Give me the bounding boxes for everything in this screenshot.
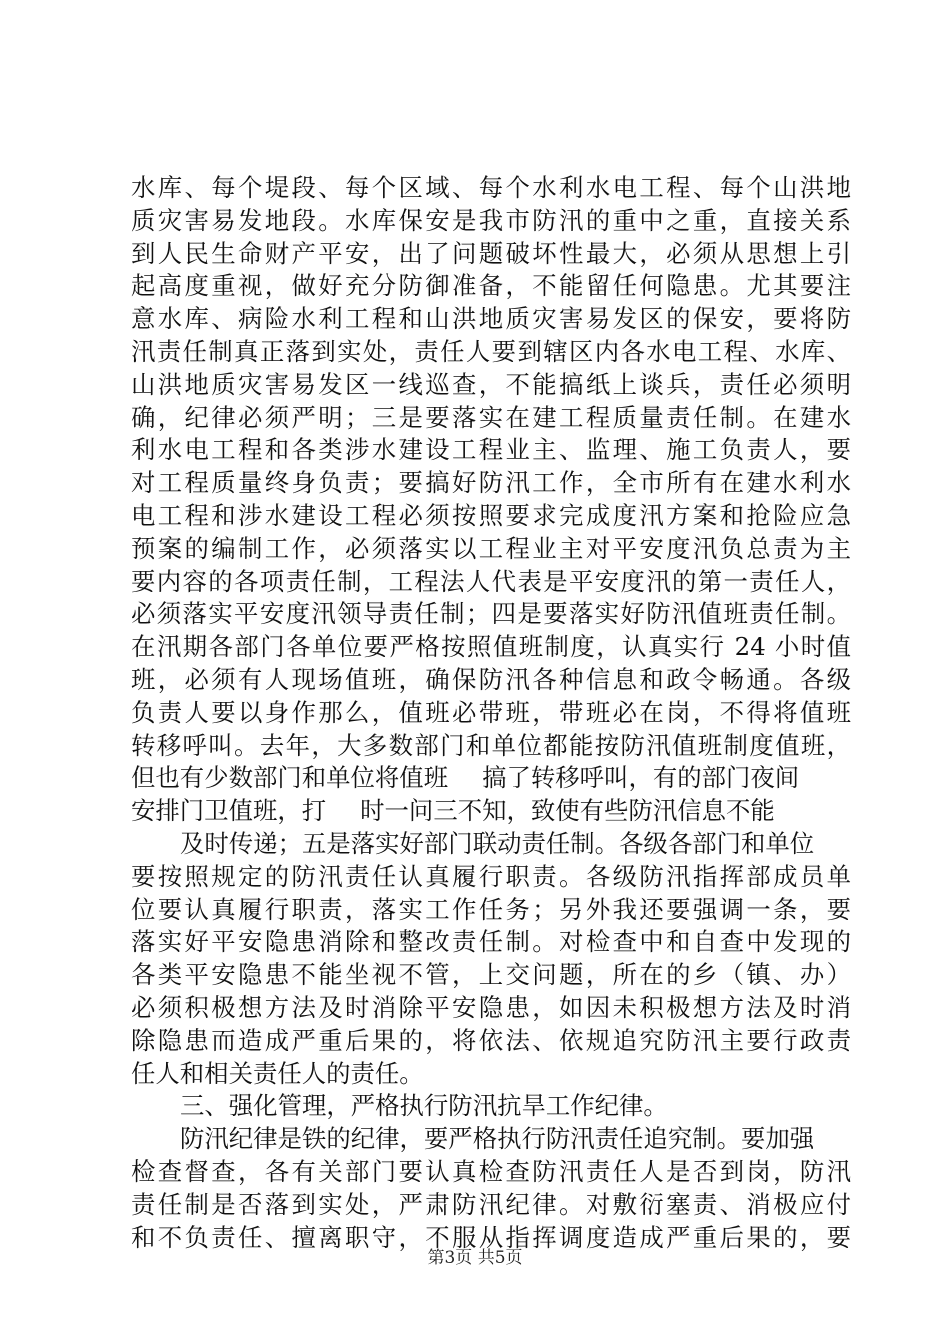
text-fragment: 搞了转移呼叫，有的部门夜间 — [482, 763, 800, 793]
text-line: 检查督查，各有关部门要认真检查防汛责任人是否到岗，防汛 — [131, 1156, 851, 1186]
text-line: 山洪地质灾害易发区一线巡查，不能搞纸上谈兵，责任必须明 — [131, 369, 851, 399]
text-line: 意水库、病险水利工程和山洪地质灾害易发区的保安，要将防 — [131, 304, 851, 334]
text-line: 班，必须有人现场值班，确保防汛各种信息和政令畅通。各级 — [131, 664, 851, 694]
text-line: 位要认真履行职责，落实工作任务；另外我还要强调一条，要 — [131, 894, 851, 924]
text-line: 质灾害易发地段。水库保安是我市防汛的重中之重，直接关系 — [131, 205, 851, 235]
text-line: 预案的编制工作，必须落实以工程业主对平安度汛负总责为主 — [131, 533, 851, 563]
text-fragment: 时一问三不知，致使有些防汛信息不能 — [360, 796, 775, 826]
body-text — [131, 172, 851, 1254]
text-line: 到人民生命财产平安，出了问题破坏性最大，必须从思想上引 — [131, 238, 851, 268]
text-line: 在汛期各部门各单位要严格按照值班制度，认真实行 24 小时值 — [131, 632, 851, 662]
text-line: 起高度重视，做好充分防御准备，不能留任何隐患。尤其要注 — [131, 271, 851, 301]
text-line: 要按照规定的防汛责任认真履行职责。各级防汛指挥部成员单 — [131, 861, 851, 891]
text-line: 责任制是否落到实处，严肃防汛纪律。对敷衍塞责、消极应付 — [131, 1189, 851, 1219]
page-footer: 第3页 共5页 — [427, 1248, 523, 1268]
section-heading: 三、强化管理，严格执行防汛抗旱工作纪律。 — [180, 1091, 668, 1121]
text-line: 防汛纪律是铁的纪律，要严格执行防汛责任追究制。要加强 — [180, 1124, 815, 1154]
text-line — [131, 762, 851, 795]
text-line — [131, 795, 851, 828]
text-line: 对工程质量终身负责；要搞好防汛工作，全市所有在建水利水 — [131, 468, 851, 498]
text-line: 利水电工程和各类涉水建设工程业主、监理、施工负责人，要 — [131, 435, 851, 465]
text-line: 汛责任制真正落到实处，责任人要到辖区内各水电工程、水库、 — [131, 336, 851, 366]
text-line: 必须落实平安度汛领导责任制；四是要落实好防汛值班责任制。 — [131, 599, 851, 629]
text-fragment: 但也有少数部门和单位将值班 — [131, 763, 449, 793]
text-line: 各类平安隐患不能坐视不管，上交问题，所在的乡（镇、办） — [131, 960, 851, 990]
text-line: 要内容的各项责任制，工程法人代表是平安度汛的第一责任人， — [131, 566, 851, 596]
text-line: 负责人要以身作那么，值班必带班，带班必在岗，不得将值班 — [131, 697, 851, 727]
text-line: 及时传递；五是落实好部门联动责任制。各级各部门和单位 — [180, 828, 815, 858]
text-line: 水库、每个堤段、每个区域、每个水利水电工程、每个山洪地 — [131, 173, 851, 202]
text-line: 落实好平安隐患消除和整改责任制。对检查中和自查中发现的 — [131, 927, 851, 957]
text-line: 转移呼叫。去年，大多数部门和单位都能按防汛值班制度值班， — [131, 730, 851, 760]
text-line: 除隐患而造成严重后果的，将依法、依规追究防汛主要行政责 — [131, 1025, 851, 1055]
text-fragment: 安排门卫值班，打 — [131, 796, 327, 826]
text-line: 必须积极想方法及时消除平安隐患，如因未积极想方法及时消 — [131, 992, 851, 1022]
text-line: 和不负责任、擅离职守，不服从指挥调度造成严重后果的，要 — [131, 1222, 851, 1252]
text-line: 确，纪律必须严明；三是要落实在建工程质量责任制。在建水 — [131, 402, 851, 432]
text-line: 电工程和涉水建设工程必须按照要求完成度汛方案和抢险应急 — [131, 500, 851, 530]
text-line: 任人和相关责任人的责任。 — [131, 1058, 424, 1088]
